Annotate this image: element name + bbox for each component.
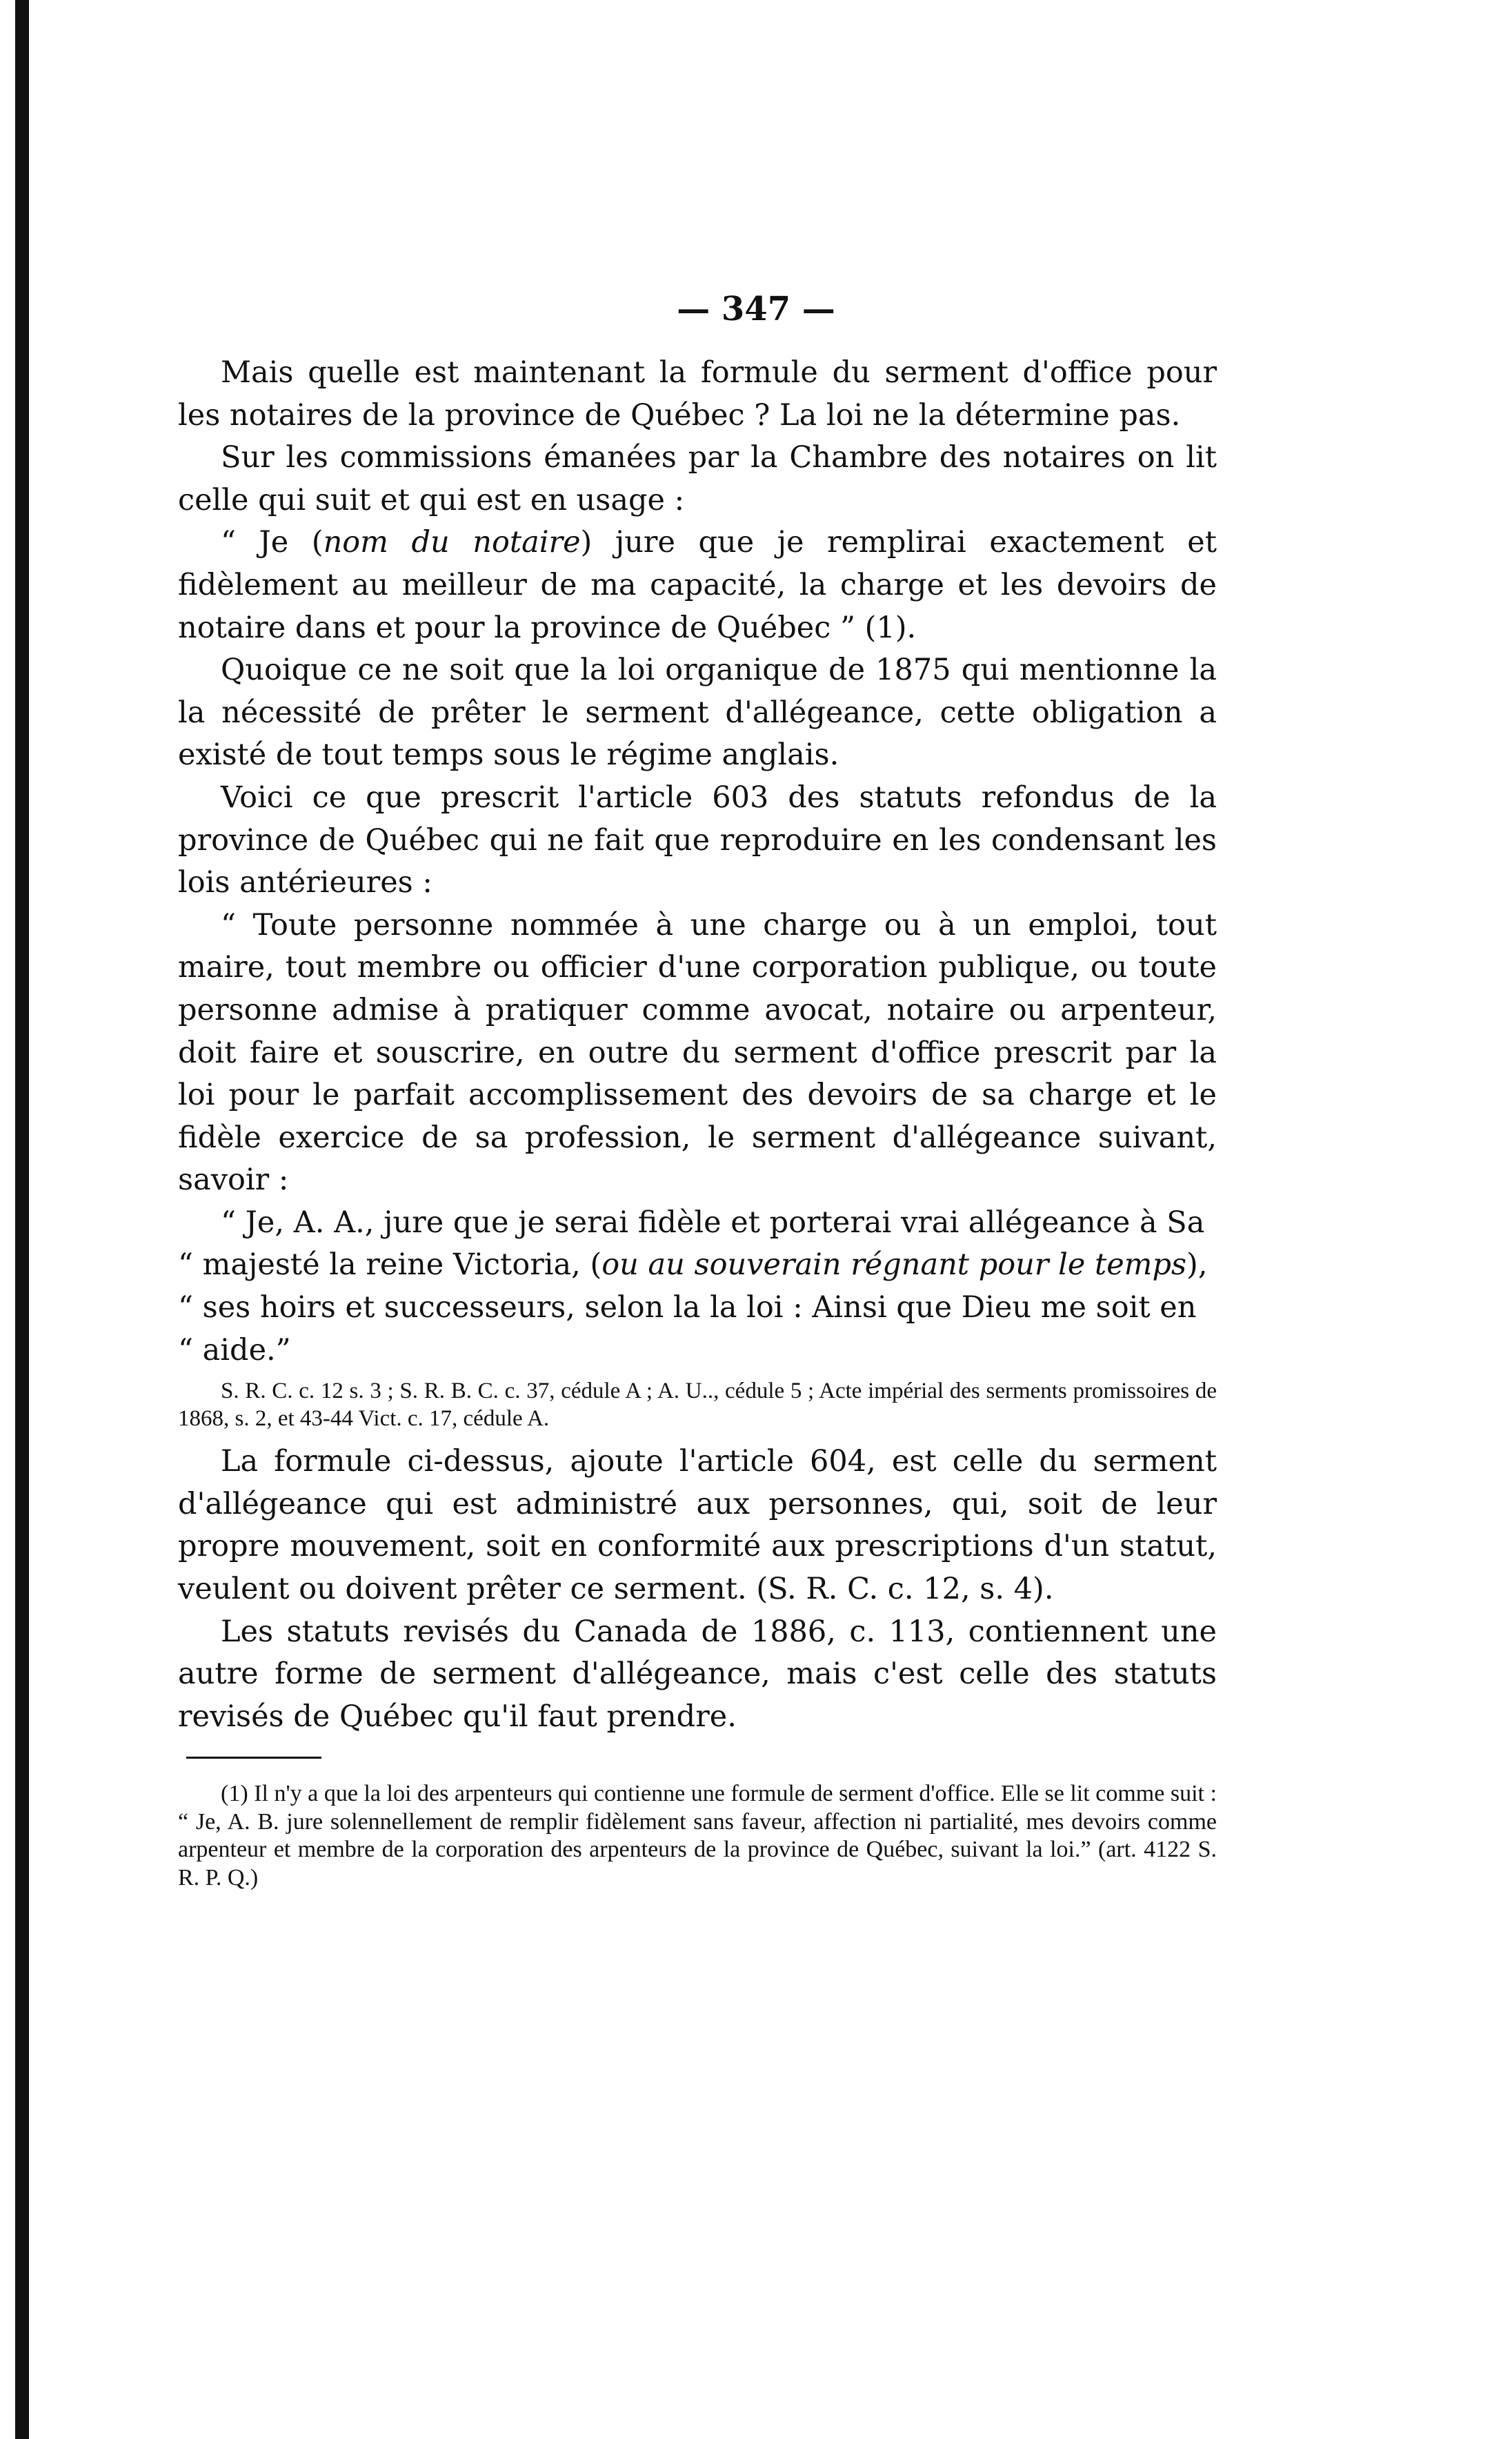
paragraph-3-rest: ) jure que je remplirai exactement et fidèlement au meilleur de ma capacité, la charge et les devoirs de notaire dans et pour la province de Québec ” (1). <box>178 525 1217 645</box>
oath-line-2-open: “ majesté la reine Victoria, ( <box>178 1247 602 1283</box>
page-edge-bar <box>15 0 29 2439</box>
oath-line-4: “ aide.” <box>178 1332 291 1367</box>
paragraph-6: “ Toute personne nommée à une charge ou à un emploi, tout maire, tout membre ou officier d'une corporation publique, ou toute personne admise à pratiquer comme avocat, notaire ou arpenteur, doit faire et souscrire, en outre du serment d'office prescrit par la loi pour le parfait accomplissement des devoirs de sa charge et le fidèle exercice de sa profession, le serment d'allégeance suivant, savoir : <box>178 907 1217 1198</box>
paragraph-7: La formule ci-dessus, ajoute l'article 604, est celle du serment d'allégeance qui est administré aux personnes, qui, soit de leur propre mouvement, soit en conformité aux prescriptions d'un statut, veulent ou doivent prêter ce serment. (S. R. C. c. 12, s. 4). <box>178 1444 1217 1607</box>
oath-line-3: “ ses hoirs et successeurs, selon la la loi : Ainsi que Dieu me soit en <box>178 1290 1197 1325</box>
oath-line-2 <box>178 1244 1217 1287</box>
oath-line-2-close: ), <box>1186 1247 1208 1283</box>
paragraph-8: Les statuts revisés du Canada de 1886, c. 113, contiennent une autre forme de serment d'allégeance, mais c'est celle des statuts revisés de Québec qu'il faut prendre. <box>178 1614 1217 1734</box>
page-number: — 347 — <box>677 290 835 328</box>
statute-citation: S. R. C. c. 12 s. 3 ; S. R. B. C. c. 37, cédule A ; A. U.., cédule 5 ; Acte impérial des serments promissoires de 1868, s. 2, et 43-44 Vict. c. 17, cédule A. <box>178 1379 1217 1432</box>
paragraph-5: Voici ce que prescrit l'article 603 des statuts refondus de la province de Québec qui ne fait que reproduire en les condensant les lois antérieures : <box>178 780 1217 900</box>
footnote: (1) Il n'y a que la loi des arpenteurs qui contienne une formule de serment d'office. Elle se lit comme suit : “ Je, A. B. jure solennellement de remplir fidèlement sans faveur, affection ni partialité, mes devoirs comme arpenteur et membre de la corporation des arpenteurs de la province de Québec, suivant la loi.” (art. 4122 S. R. P. Q.) <box>178 1781 1217 1890</box>
paragraph-2: Sur les commissions émanées par la Chambre des notaires on lit celle qui suit et qui est en usage : <box>178 440 1217 517</box>
paragraph-4: Quoique ce ne soit que la loi organique de 1875 qui mentionne la la nécessité de prêter le serment d'allégeance, cette obligation a existé de tout temps sous le régime anglais. <box>178 653 1217 773</box>
paragraph-3 <box>178 522 1217 649</box>
oath-line-2-italic: ou au souverain régnant pour le temps <box>601 1247 1187 1283</box>
oath-line-1: “ Je, A. A., jure que je serai fidèle et porterai vrai allégeance à Sa <box>221 1205 1205 1240</box>
main-text <box>178 352 1217 1738</box>
paragraph-1: Mais quelle est maintenant la formule du serment d'office pour les notaires de la province de Québec ? La loi ne la détermine pas. <box>178 355 1217 433</box>
paragraph-3-italic: nom du notaire <box>323 525 581 560</box>
paragraph-3-open: “ Je ( <box>221 525 324 560</box>
footnote-divider <box>186 1757 321 1759</box>
